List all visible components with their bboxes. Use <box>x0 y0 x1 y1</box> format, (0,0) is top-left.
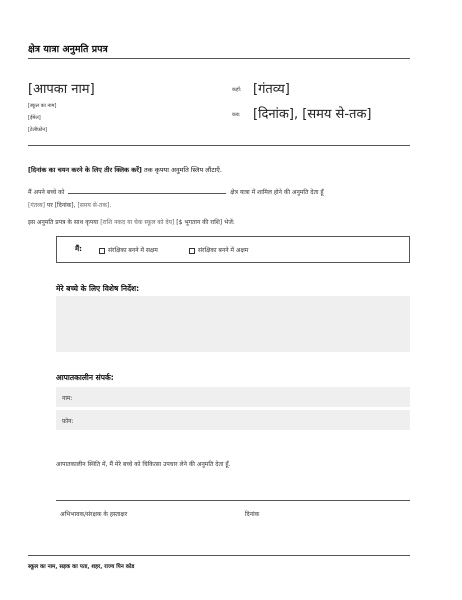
chaperone-label: मैं: <box>75 245 82 253</box>
return-instruction-text: तक कृपया अनुमति स्लिप लौटाएँ. <box>141 166 222 174</box>
name-field[interactable]: [आपका नाम] <box>28 82 95 97</box>
return-date-picker[interactable]: [दिनांक का चयन करने के लिए तीर क्लिक करें] <box>28 166 142 174</box>
emergency-name-input[interactable] <box>56 387 410 407</box>
date-ref[interactable]: [दिनांक], <box>54 202 76 209</box>
destination-line <box>28 201 111 209</box>
permission-prefix: मैं अपने बच्चे को <box>28 189 65 196</box>
permission-line <box>28 188 324 196</box>
where-label: कहाँ: <box>232 87 242 93</box>
payment-line <box>28 218 235 226</box>
special-instructions-input[interactable] <box>56 296 410 352</box>
emergency-heading: आपातकालीन संपर्क: <box>56 373 114 382</box>
destination-field[interactable]: [गंतव्य] <box>253 82 290 97</box>
signature-date-label: दिनांक <box>245 511 260 518</box>
footer-divider <box>28 555 410 556</box>
footer-address: स्कूल का नाम, सड़क का पता, शहर, राज्य पिन कोड <box>28 564 135 570</box>
emergency-name-label: नाम: <box>62 395 73 402</box>
chaperone-yes-label: संरक्षिका बनने में सक्षम <box>108 247 158 254</box>
child-name-blank[interactable] <box>68 193 226 194</box>
permission-suffix: क्षेत्र यात्रा में शामिल होने की अनुमति देता हूँ <box>230 189 324 196</box>
payment-amount-field[interactable]: [$ भुगतान की राशि] भेजें: <box>176 219 235 226</box>
chaperone-no-label: संरक्षिका बनने में अक्षम <box>198 247 249 254</box>
emergency-phone-label: फ़ोन: <box>62 418 74 425</box>
when-label: कब: <box>232 112 241 118</box>
time-ref[interactable]: [समय से-तक]. <box>75 202 112 209</box>
checkbox-icon[interactable] <box>189 248 195 254</box>
phone-field[interactable]: [टेलीफ़ोन] <box>28 127 48 133</box>
emergency-phone-input[interactable] <box>56 410 410 430</box>
return-instruction <box>28 165 222 174</box>
destination-connector: पर <box>45 202 55 209</box>
chaperone-no-option[interactable] <box>189 246 248 254</box>
email-field[interactable]: [ईमेल] <box>28 115 41 121</box>
signature-label: अभिभावक/संरक्षक के हस्ताक्षर <box>60 511 128 518</box>
payment-method-field[interactable]: [राशि नकद या चेक स्कूल को देय] <box>100 219 175 226</box>
school-name-field[interactable]: [स्कूल का नाम] <box>28 103 57 109</box>
medical-consent-text: आपातकालीन स्थिति में, मैं मेरे बच्चे को चिकित्सा उपचार लेने की अनुमति देता हूँ. <box>56 461 231 468</box>
special-instructions-heading: मेरे बच्चे के लिए विशेष निर्देश: <box>56 284 140 293</box>
title-divider <box>28 58 410 59</box>
header-divider <box>28 145 410 146</box>
destination-ref[interactable]: [गंतव्य] <box>28 202 46 209</box>
page-title: क्षेत्र यात्रा अनुमति प्रपत्र <box>28 44 108 55</box>
date-time-field[interactable]: [दिनांक], [समय से-तक] <box>253 107 372 122</box>
signature-line[interactable] <box>56 500 410 501</box>
chaperone-yes-option[interactable] <box>99 246 158 254</box>
checkbox-icon[interactable] <box>99 248 105 254</box>
chaperone-box <box>56 236 410 263</box>
payment-text: इस अनुमति प्रपत्र के साथ कृपया <box>28 219 99 226</box>
